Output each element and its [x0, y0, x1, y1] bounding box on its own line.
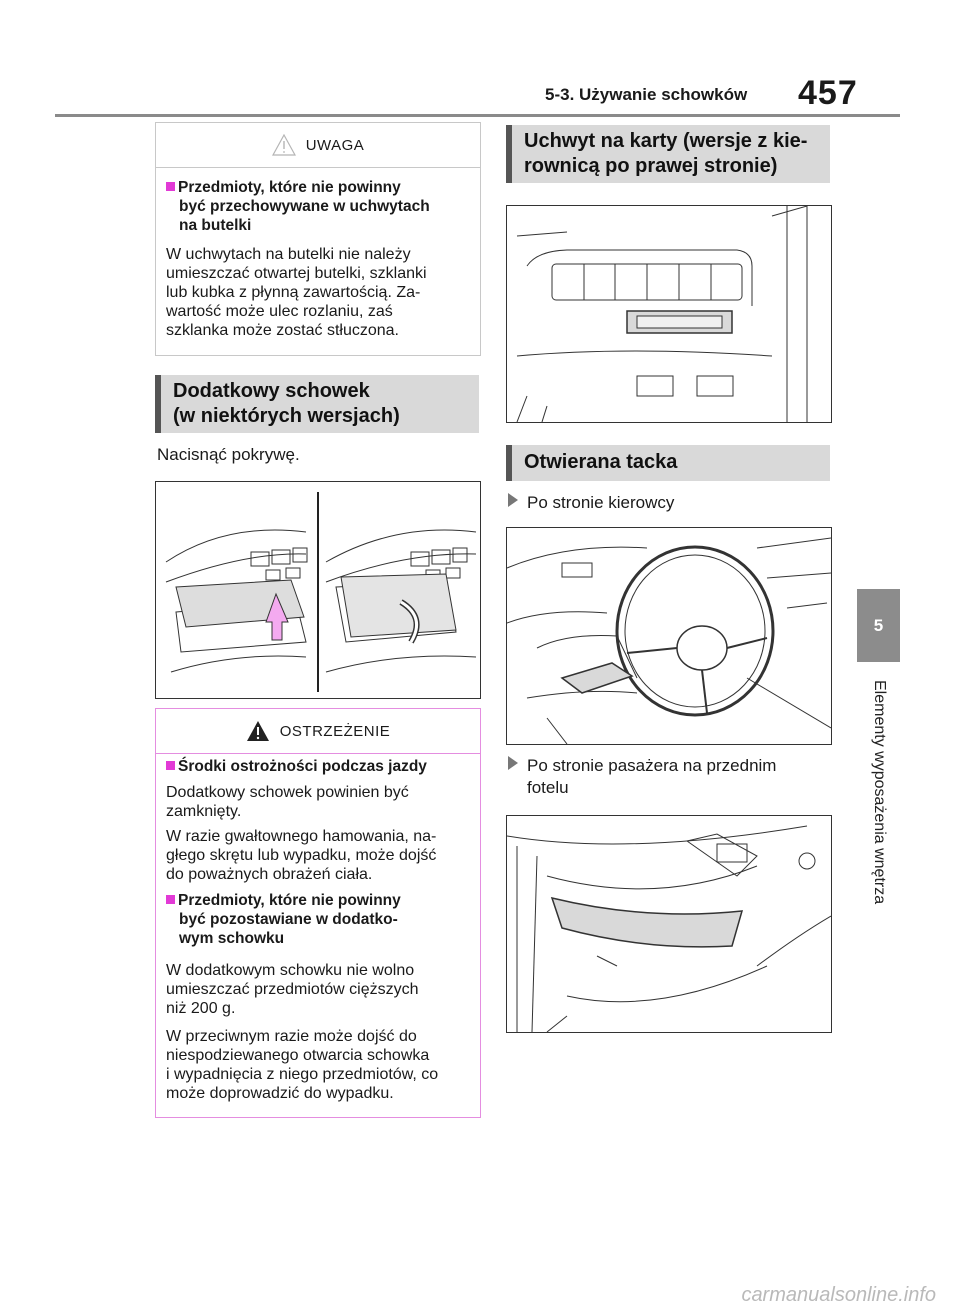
section-card-holder: [506, 125, 830, 183]
chapter-tab: [857, 589, 900, 662]
driver-side-caption: Po stronie kierowcy: [508, 492, 674, 514]
header-rule: [55, 114, 900, 117]
caution-text: W uchwytach na butelki nie należy umieszczać otwartej butelki, szklanki lub kubka z płynną zawartością. Za- wartość może ulec rozlaniu, zaś szklanka może zostać stłuczona.: [166, 246, 427, 339]
section-tray: [506, 445, 830, 481]
bullet-square-icon: [166, 895, 175, 904]
pointer-triangle-icon: [508, 493, 518, 507]
instruction-text: Nacisnąć pokrywę.: [157, 445, 300, 464]
extra-storage-illustration: [156, 482, 480, 698]
warning-header: [156, 709, 480, 754]
extra-storage-figure: [155, 481, 481, 699]
warning-item1-text2: W razie gwałtownego hamowania, na- głego skrętu lub wypadku, może dojść do poważnych obrażeń ciała.: [166, 828, 437, 883]
section-title: Dodatkowy schowek (w niektórych wersjach): [173, 380, 400, 427]
warning-item1-title: Środki ostrożności podczas jazdy: [166, 757, 427, 776]
caution-box: [155, 122, 481, 356]
chapter-title-vertical: [858, 680, 898, 940]
warning-item2-text2: W przeciwnym razie może dojść do niespodziewanego otwarcia schowka i wypadnięcia z niego przedmiotów, co może doprowadzić do wypadku.: [166, 1028, 439, 1102]
card-holder-illustration: [507, 206, 831, 422]
section-title: Otwierana tacka: [524, 451, 678, 473]
chapter-number: 5: [873, 615, 884, 635]
caution-header: [156, 123, 480, 168]
pointer-triangle-icon: [508, 756, 518, 770]
warning-box: [155, 708, 481, 1118]
warning-item2-text: W dodatkowym schowku nie wolno umieszczać przedmiotów cięższych niż 200 g.: [166, 962, 419, 1017]
passenger-side-caption: Po stronie pasażera na przednim fotelu: [508, 755, 776, 799]
passenger-tray-figure: [506, 815, 832, 1033]
driver-tray-figure: [506, 527, 832, 745]
page-number: 457: [798, 74, 858, 112]
caution-item-title: Przedmioty, które nie powinny być przechowywane w uchwytach na butelki: [166, 178, 430, 235]
warning-triangle-icon: [246, 720, 270, 742]
card-holder-figure: [506, 205, 832, 423]
chapter-title: Elementy wyposażenia wnętrza: [871, 680, 888, 905]
bullet-square-icon: [166, 761, 175, 770]
section-title: Uchwyt na karty (wersje z kie- rownicą po prawej stronie): [524, 130, 808, 177]
watermark: carmanualsonline.info: [741, 1284, 936, 1306]
warning-item1-text: Dodatkowy schowek powinien być zamknięty.: [166, 784, 409, 820]
section-extra-storage: [155, 375, 479, 433]
bullet-square-icon: [166, 182, 175, 191]
passenger-tray-illustration: [507, 816, 831, 1032]
running-header-section: 5-3. Używanie schowków: [545, 85, 748, 104]
warning-label: OSTRZEŻENIE: [279, 722, 391, 740]
caution-triangle-icon: [272, 134, 296, 156]
driver-tray-illustration: [507, 528, 831, 744]
warning-item2-title: Przedmioty, które nie powinny być pozostawiane w dodatko- wym schowku: [166, 891, 401, 948]
caution-label: UWAGA: [305, 136, 365, 154]
